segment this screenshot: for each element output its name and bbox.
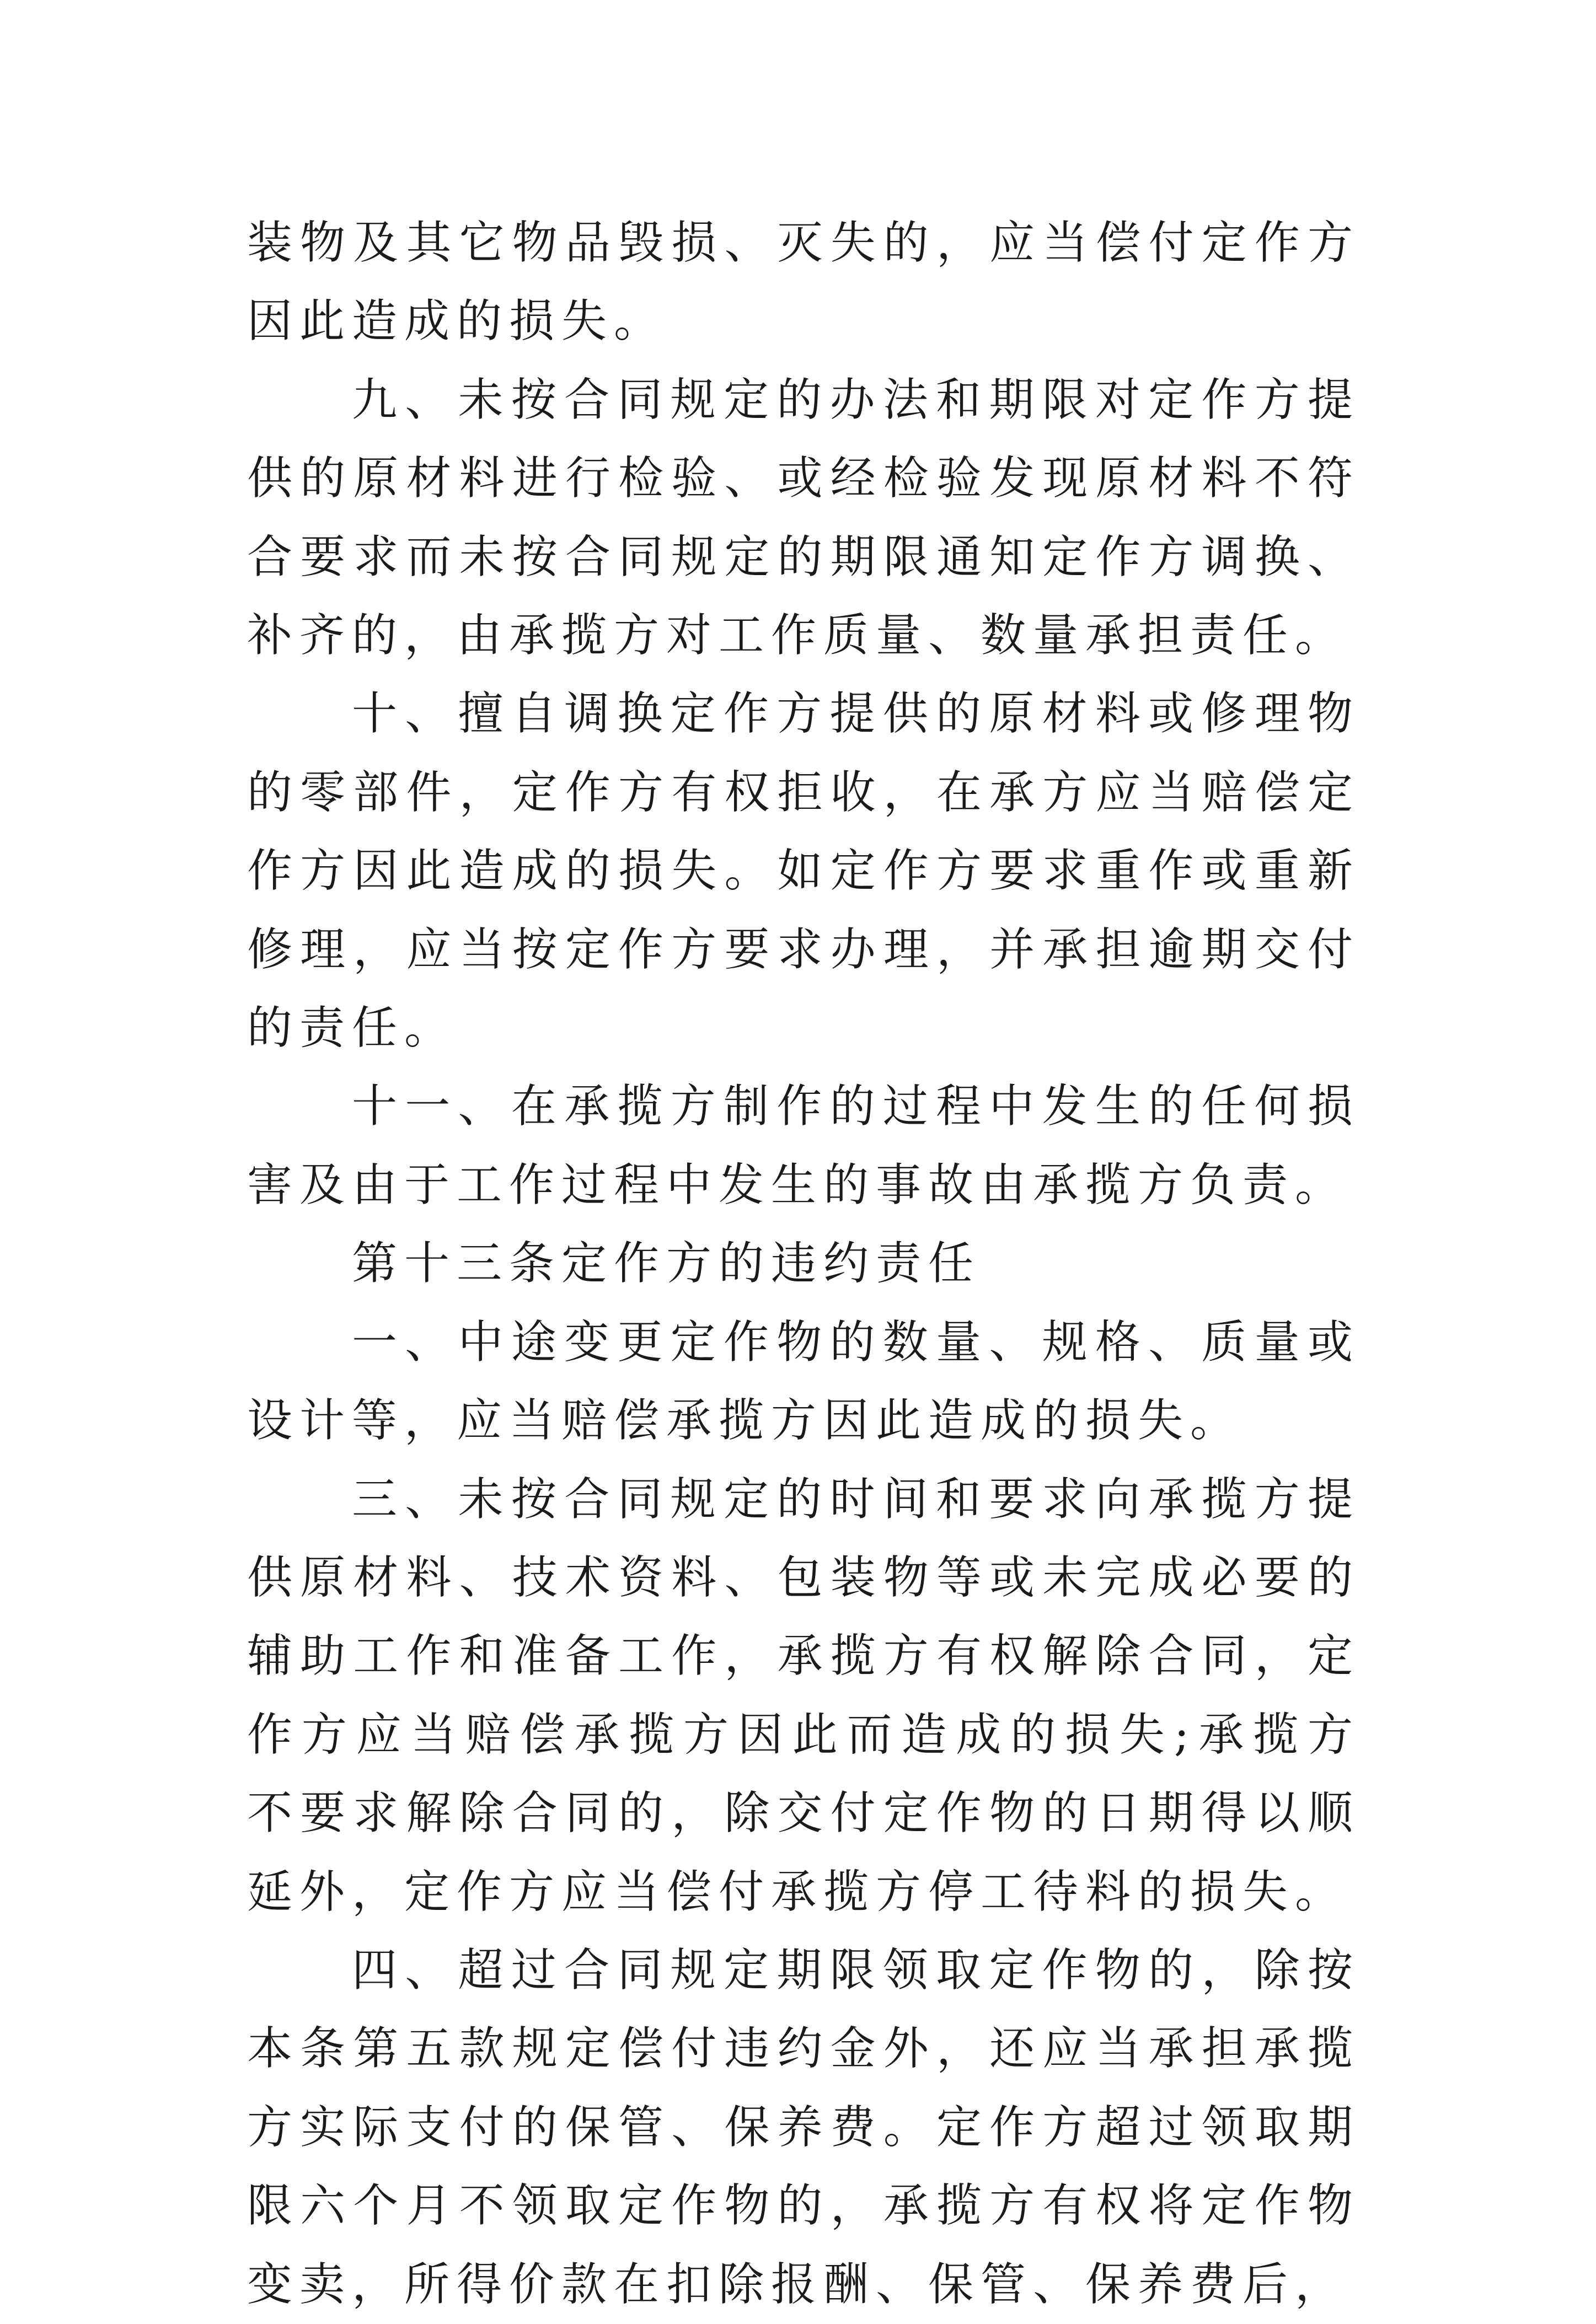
paragraph-item-1: 一、中途变更定作物的数量、规格、质量或设计等，应当赔偿承揽方因此造成的损失。 bbox=[247, 1316, 1360, 1447]
section-heading-article-13: 第十三条定作方的违约责任 bbox=[352, 1237, 981, 1290]
paragraph-item-11: 十一、在承揽方制作的过程中发生的任何损害及由于工作过程中发生的事故由承揽方负责。 bbox=[247, 1080, 1360, 1211]
paragraph-continuation-loss: 装物及其它物品毁损、灭失的，应当偿付定作方因此造成的损失。 bbox=[247, 217, 1360, 348]
paragraph-item-9: 九、未按合同规定的办法和期限对定作方提供的原材料进行检验、或经检验发现原材料不符合要求而未按合同规定的期限通知定作方调换、补齐的，由承揽方对工作质量、数量承担责任。 bbox=[247, 373, 1360, 662]
paragraph-item-10: 十、擅自调换定作方提供的原材料或修理物的零部件，定作方有权拒收，在承方应当赔偿定作方因此造成的损失。如定作方要求重作或重新修理，应当按定作方要求办理，并承担逾期交付的责任。 bbox=[247, 688, 1360, 1055]
paragraph-item-3: 三、未按合同规定的时间和要求向承揽方提供原材料、技术资料、包装物等或未完成必要的辅助工作和准备工作，承揽方有权解除合同，定作方应当赔偿承揽方因此而造成的损失;承揽方不要求解除合同的，除交付定作物的日期得以顺延外，定作方应当偿付承揽方停工待料的损失。 bbox=[247, 1473, 1360, 1918]
paragraph-item-4: 四、超过合同规定期限领取定作物的，除按本条第五款规定偿付违约金外，还应当承担承揽方实际支付的保管、保养费。定作方超过领取期限六个月不领取定作物的，承揽方有权将定作物变卖，所得价款在扣除报酬、保管、保养费后， bbox=[247, 1944, 1360, 2311]
contract-text bbox=[247, 204, 1360, 2324]
